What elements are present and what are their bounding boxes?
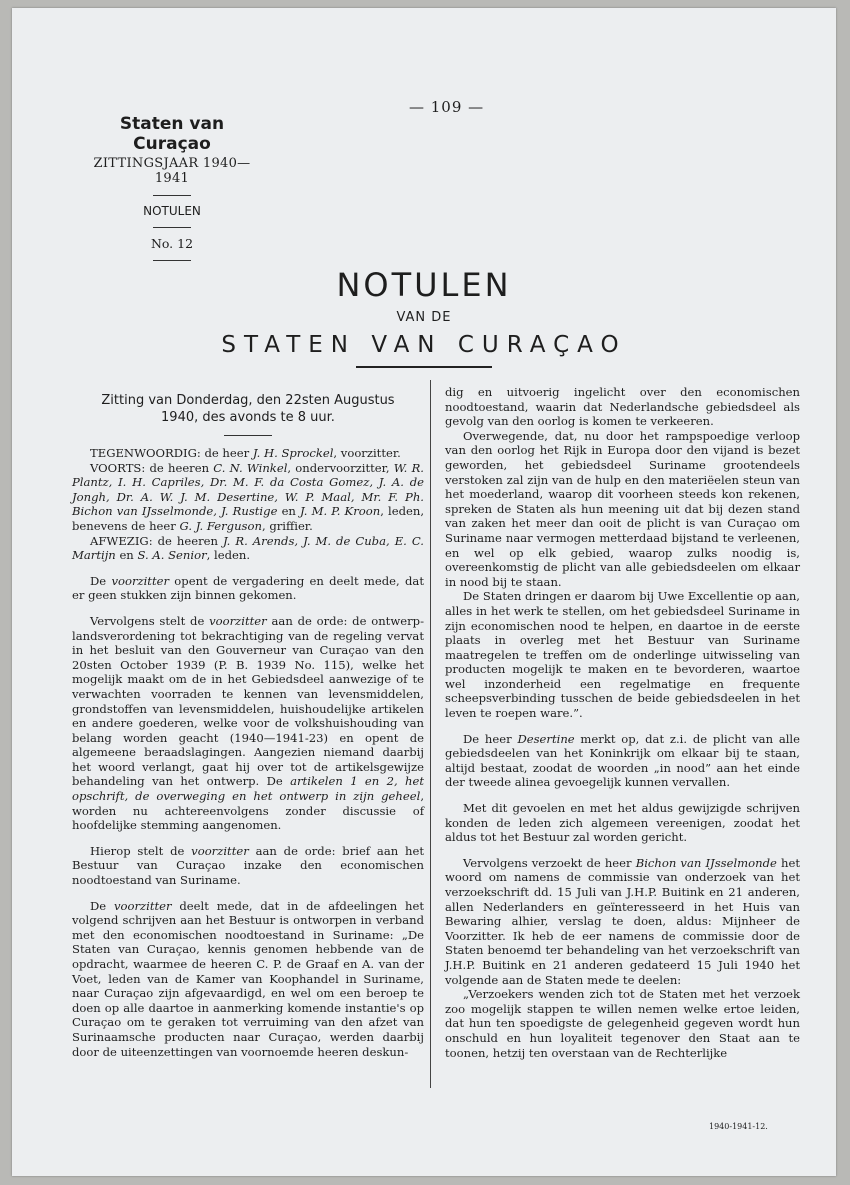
paragraph-opening: De voorzitter opent de vergadering en deelt mede, dat er geen stukken zijn binnen gekomen. xyxy=(72,573,424,603)
paragraph-petition-report: Vervolgens verzoekt de heer Bichon van IJsselmonde het woord om namens de commissie van onderzoek van het verzoekschrift dd. 15 Juli van J.H.P. Buitink en 21 anderen, allen Nederlanders en geïnteresseerd in het Huis van Bewaring alhier, verslag te doen, aldus: Mijnheer de Voorzitter. Ik heb de eer namens de commissie door de Staten benoemd ter behandeling van het verzoekschrift van J.H.P. Buitink en 21 anderen gedateerd 15 Juli 1940 het volgende aan de Staten mede te deelen: xyxy=(445,855,800,987)
page-number: — 109 — xyxy=(409,98,485,116)
main-title: NOTULEN xyxy=(336,266,512,304)
main-title-sub: VAN DE xyxy=(396,310,452,325)
paragraph-absent: AFWEZIG: de heeren J. R. Arends, J. M. de Cuba, E. C. Martijn en S. A. Senior, leden. xyxy=(72,533,424,563)
paragraph-letter-draft: De voorzitter deelt mede, dat in de afdeelingen het volgend schrijven aan het Bestuur is ontworpen in verband met den economischen noodtoestand in Suriname: „De Staten van Curaçao, kennis genomen hebbende van de opdracht, waarmee de heeren C. P. de Graaf en A. van der Voet, leden van de Kamer van Koophandel in Suriname, naar Curaçao zijn afgevaardigd, en wel om een beroep te doen op alle daartoe in aanmerking komende instantie's op Curaçao om te geraken tot verruiming van den afzet van Surinaamsche producten naar Curaçao, werden daarbij door de uiteenzettingen van voornoemde heeren deskun- xyxy=(72,898,424,1059)
footer-reference: 1940-1941-12. xyxy=(709,1122,768,1131)
masthead-divider xyxy=(153,260,191,261)
paragraph-continuation: dig en uitvoerig ingelicht over den economischen noodtoestand, waarin dat Nederlandsche gebiedsdeel als gevolg van den oorlog is komen te verkeeren. xyxy=(445,385,800,429)
right-column xyxy=(445,385,800,1060)
title-divider xyxy=(356,366,492,368)
paragraph-present: TEGENWOORDIG: de heer J. H. Sprockel, voorzitter. xyxy=(90,446,401,460)
paragraph-ordinance: Vervolgens stelt de voorzitter aan de orde: de ontwerp-landsverordening tot bekrachtiging van de regeling vervat in het besluit van den Gouverneur van Curaçao van den 20sten October 1939 (P. B. 1939 No. 115), welke het mogelijk maakt om de in het Gebiedsdeel aanwezige of te verwachten voorraden te kennen van levensmiddelen, grondstoffen van levensmiddelen, huishoudelijke artikelen en andere goederen, welke voor de volkshuishouding van belang worden geacht (1940—1941-23) en opent de algemeene beraadslagingen. Aangezien niemand daarbij het woord verlangt, gaat hij over tot de artikelsgewijze behandeling van het ontwerp. De artikelen 1 en 2, het opschrift, de overweging en het ontwerp in zijn geheel, worden nu achtereenvolgens zonder discussie of hoofdelijke stemming aangenomen. xyxy=(72,613,424,833)
paragraph-agreement: Met dit gevoelen en met het aldus gewijzigde schrijven konden de leden zich algemeen vereenigen, zoodat het aldus tot het Bestuur zal worden gericht. xyxy=(445,801,800,845)
paragraph-considering: Overwegende, dat, nu door het rampspoedige verloop van den oorlog het Rijk in Europa door den vijand is bezet geworden, het gebiedsdeel Suriname grootendeels verstoken zal zijn van de hulp en den materiëelen steun van het moederland, waarop dit voorheen steeds kon rekenen, spreken de Staten als hun meening uit dat bij dezen stand van zaken het meer dan ooit de plicht is van Curaçao om Suriname naar vermogen metterdaad bijstand te verleenen, en wel op elk gebied, waarop zulks noodig is, overeenkomstig de plicht van alle gebiedsdeelen om elkaar in nood bij te staan. xyxy=(445,428,800,589)
masthead-title: Staten van Curaçao xyxy=(119,114,225,154)
paragraph-also-present: VOORTS: de heeren C. N. Winkel, ondervoorzitter, W. R. Plantz, I. H. Capriles, Dr. M. F. da Costa Gomez, J. A. de Jongh, Dr. A. W. J. M. Desertine, W. P. Maal, Mr. F. Ph. Bichon van IJsselmonde, J. Rustige en J. M. P. Kroon, leden, benevens de heer G. J. Ferguson, griffier. xyxy=(72,460,425,533)
paragraph-urging: De Staten dringen er daarom bij Uwe Excellentie op aan, alles in het werk te stellen, om het gebiedsdeel Suriname in zijn economischen nood te helpen, en daartoe in de eerste plaats in overleg met het Bestuur van Suriname maatregelen te treffen om de onderlinge uitwisseling van producten mogelijk te maken en te bevorderen, waartoe wel inzonderheid een regelmatige en frequente scheepsverbinding tusschen de beide gebiedsdeelen in het leven te roepen ware.”. xyxy=(445,589,800,721)
document-page xyxy=(12,8,836,1176)
main-title-body: STATEN VAN CURAÇAO xyxy=(221,332,627,358)
masthead-divider xyxy=(153,195,191,196)
masthead-number: No. 12 xyxy=(150,236,194,251)
session-divider xyxy=(224,435,272,436)
masthead xyxy=(82,114,262,269)
session-heading xyxy=(72,392,424,426)
session-line-1: Zitting van Donderdag, den 22sten Augustus xyxy=(101,393,395,408)
paragraph-petition-quote: „Verzoekers wenden zich tot de Staten met het verzoek zoo mogelijk stappen te willen nemen welke ertoe leiden, dat hun ten spoedigste de gelegenheid gegeven wordt hun onschuld en hun loyaliteit tegenover den Staat aan te toonen, hetzij ten overstaan van de Rechterlijke xyxy=(445,987,800,1060)
left-column xyxy=(72,392,424,1059)
column-divider xyxy=(430,380,431,1088)
masthead-label: NOTULEN xyxy=(143,204,201,218)
paragraph-letter-agenda: Hierop stelt de voorzitter aan de orde: brief aan het Bestuur van Curaçao inzake den economischen noodtoestand van Suriname. xyxy=(72,843,424,888)
masthead-session-year: ZITTINGSJAAR 1940—1941 xyxy=(93,156,251,186)
session-line-2: 1940, des avonds te 8 uur. xyxy=(161,410,335,425)
paragraph-desertine: De heer Desertine merkt op, dat z.i. de plicht van alle gebiedsdeelen van het Koninkrijk om elkaar bij te staan, altijd bestaat, zoodat de woorden „in nood” aan het einde der tweede alinea gevoegelijk kunnen vervallen. xyxy=(445,731,801,790)
masthead-divider xyxy=(153,227,191,228)
